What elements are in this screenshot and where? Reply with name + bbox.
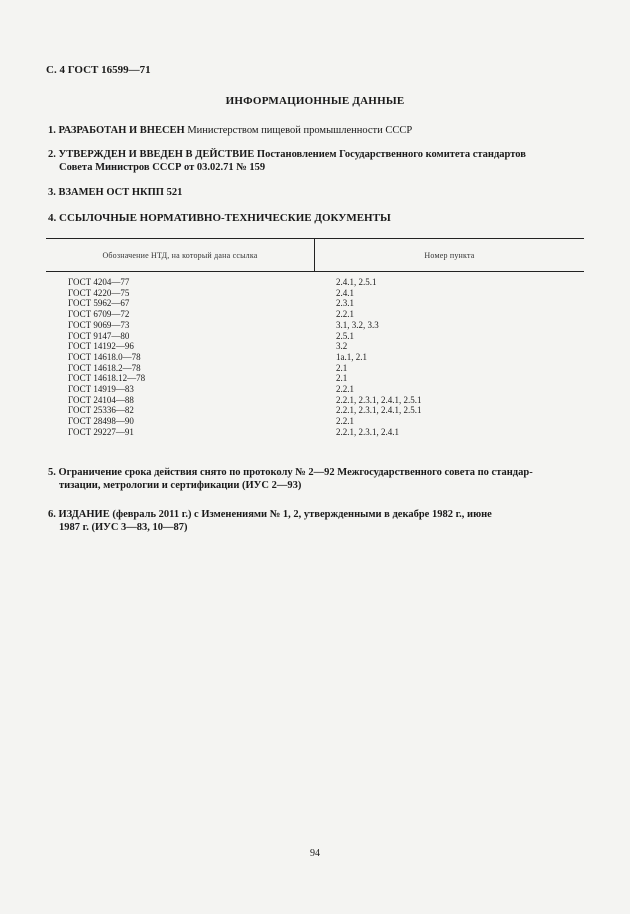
item-text-continued: тизации, метрологии и сертификации (ИУС 2—93): [59, 480, 302, 491]
item-text: Постановлением Государственного комитета стандартов: [256, 149, 526, 160]
table-cell-clause: 2.2.1, 2.3.1, 2.4.1, 2.5.1: [336, 394, 422, 405]
page-header: С. 4 ГОСТ 16599—71: [46, 64, 151, 76]
item-text: Министерством пищевой промышленности СССР: [187, 125, 413, 136]
item-number: 2.: [48, 149, 56, 160]
item-bold-text: РАЗРАБОТАН И ВНЕСЕН: [58, 125, 185, 136]
table-cell-clause: 2.2.1, 2.3.1, 2.4.1, 2.5.1: [336, 405, 422, 416]
table-cell-clause: 2.5.1: [336, 330, 354, 341]
table-cell-document: ГОСТ 6709—72: [68, 309, 130, 320]
table-cell-clause: 2.1: [336, 362, 348, 373]
item-number: 3.: [48, 187, 56, 198]
item-bold-text: УТВЕРЖДЕН И ВВЕДЕН В ДЕЙСТВИЕ: [58, 149, 255, 160]
table-cell-clause: 2.2.1, 2.3.1, 2.4.1: [336, 426, 399, 437]
table-cell-clause: 1a.1, 2.1: [336, 351, 367, 362]
table-cell-document: ГОСТ 29227—91: [68, 426, 134, 437]
item-bold-text: ИЗДАНИЕ: [58, 509, 110, 520]
table-cell-document: ГОСТ 9147—80: [68, 330, 130, 341]
item-6: [48, 508, 584, 534]
table-cell-document: ГОСТ 14618.12—78: [68, 373, 146, 384]
table-cell-clause: 2.4.1: [336, 287, 354, 298]
table-header-document: Обозначение НТД, на который дана ссылка: [102, 251, 258, 260]
item-text-continued: 1987 г. (ИУС 3—83, 10—87): [59, 522, 188, 533]
table-header-clause: Номер пункта: [424, 251, 475, 260]
section-title: ИНФОРМАЦИОННЫЕ ДАННЫЕ: [225, 95, 405, 107]
item-text: (февраль 2011 г.) с Изменениями № 1, 2, утвержденными в декабре 1982 г., июне: [112, 509, 492, 520]
references-table: [46, 238, 584, 455]
table-cell-clause: 2.2.1: [336, 309, 354, 320]
table-cell-clause: 2.1: [336, 373, 348, 384]
document-column: [68, 277, 145, 438]
table-cell-document: ГОСТ 25336—82: [68, 405, 134, 416]
table-cell-document: ГОСТ 24104—88: [68, 394, 134, 405]
item-number: 6.: [48, 509, 56, 520]
table-cell-document: ГОСТ 5962—67: [68, 298, 130, 309]
table-cell-document: ГОСТ 14618.0—78: [68, 351, 141, 362]
item-3: [48, 186, 584, 199]
item-4: [48, 212, 584, 225]
table-cell-document: ГОСТ 14618.2—78: [68, 362, 141, 373]
table-cell-clause: 3.2: [336, 341, 348, 352]
table-cell-clause: 2.4.1, 2.5.1: [336, 277, 377, 287]
table-cell-document: ГОСТ 9069—73: [68, 319, 130, 330]
clause-column: [336, 277, 422, 438]
item-5: [48, 466, 584, 492]
item-number: 4.: [48, 212, 57, 224]
page-number: 94: [310, 848, 320, 859]
item-number: 1.: [48, 125, 56, 136]
table-cell-document: ГОСТ 28498—90: [68, 416, 134, 427]
item-text-continued: Совета Министров СССР от 03.02.71 № 159: [59, 162, 266, 173]
item-text: Ограничение срока действия снято по протоколу № 2—92 Межгосударственного совета по стандар-: [58, 467, 533, 478]
table-cell-document: ГОСТ 4220—75: [68, 287, 130, 298]
item-2: [48, 148, 584, 174]
item-1: [48, 124, 584, 137]
table-cell-clause: 2.2.1: [336, 384, 354, 395]
item-bold-text: ССЫЛОЧНЫЕ НОРМАТИВНО-ТЕХНИЧЕСКИЕ ДОКУМЕНТЫ: [59, 212, 391, 224]
table-cell-document: ГОСТ 4204—77: [68, 277, 130, 287]
table-cell-clause: 2.3.1: [336, 298, 354, 309]
table-cell-document: ГОСТ 14919—83: [68, 384, 134, 395]
item-bold-text: ВЗАМЕН ОСТ НКПП 521: [58, 187, 183, 198]
table-cell-clause: 3.1, 3.2, 3.3: [336, 319, 379, 330]
table-cell-document: ГОСТ 14192—96: [68, 341, 134, 352]
table-cell-clause: 2.2.1: [336, 416, 354, 427]
header-divider: [46, 271, 584, 272]
item-number: 5.: [48, 467, 56, 478]
